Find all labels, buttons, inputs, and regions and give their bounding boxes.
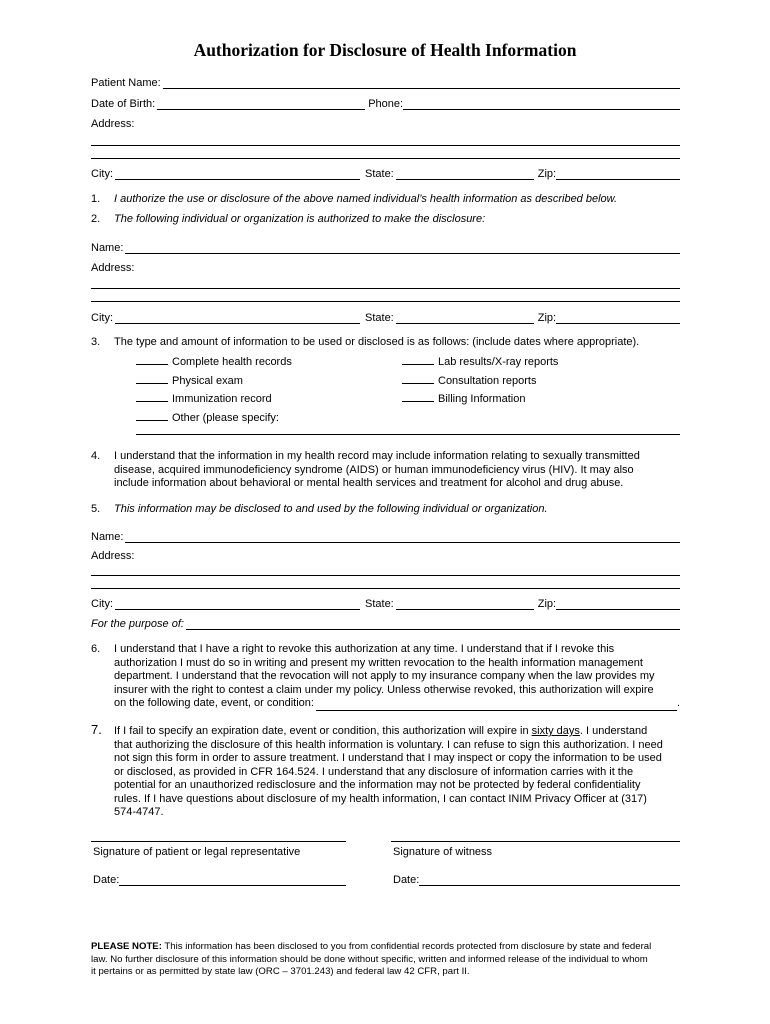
witness-signature-label: Signature of witness: [393, 846, 493, 858]
witness-date-label: Date:: [393, 874, 420, 886]
option-billing-information[interactable]: [402, 391, 525, 405]
patient-state-label: State:: [365, 168, 394, 180]
discloser-state-label: State:: [365, 312, 394, 324]
option-immunization-record[interactable]: [136, 391, 272, 405]
discloser-name-field[interactable]: [125, 241, 680, 254]
patient-address-line-1[interactable]: [91, 145, 680, 146]
recipient-name-row: [91, 529, 680, 543]
patient-name-label: Patient Name:: [91, 77, 161, 89]
item6-line: insurer with the right to contest a claim under my policy. Unless otherwise revoked, this authorization will expire: [114, 683, 654, 696]
note-text-1: This information has been disclosed to you from confidential records protected from disclosure by state and federal: [161, 941, 652, 952]
patient-address-line-2[interactable]: [91, 158, 680, 159]
discloser-city-row: [91, 310, 680, 324]
item1-text: I authorize the use or disclosure of the above named individual’s health information as described below.: [114, 193, 618, 205]
checkbox-blank[interactable]: [136, 391, 168, 402]
item4-number: 4.: [91, 450, 101, 462]
patient-signature-line[interactable]: [91, 841, 346, 842]
recipient-city-label: City:: [91, 598, 113, 610]
discloser-address-label: Address:: [91, 262, 135, 274]
discloser-city-label: City:: [91, 312, 113, 324]
note-bold: PLEASE NOTE:: [91, 941, 162, 952]
item6-text: [114, 643, 686, 711]
item4-text: [114, 450, 686, 491]
item5-number: 5.: [91, 503, 101, 515]
sixty-days-text: sixty days: [531, 725, 580, 737]
dob-field[interactable]: [157, 97, 365, 110]
expiry-end-mark: .: [676, 697, 680, 709]
witness-date-field[interactable]: [419, 873, 680, 886]
recipient-state-label: State:: [365, 598, 394, 610]
patient-city-label: City:: [91, 168, 113, 180]
expiry-field[interactable]: [316, 699, 677, 711]
option-label: Lab results/X-ray reports: [438, 356, 559, 368]
option-physical-exam[interactable]: [136, 373, 243, 387]
checkbox-blank[interactable]: [136, 410, 168, 421]
patient-zip-label: Zip:: [537, 168, 557, 180]
option-label: Consultation reports: [438, 375, 537, 387]
discloser-state-field[interactable]: [396, 311, 534, 324]
patient-date-row: [93, 872, 346, 886]
option-label: Billing Information: [438, 393, 526, 405]
checkbox-blank[interactable]: [402, 391, 434, 402]
patient-state-field[interactable]: [396, 167, 534, 180]
item4-line: disease, acquired immunodeficiency syndrome (AIDS) or human immunodeficiency virus (HIV). It may also: [114, 463, 634, 476]
item6-line: authorization I must do so in writing and present my written revocation to the health information management: [114, 656, 643, 669]
item6-number: 6.: [91, 643, 101, 655]
item7-line: or disclosed, as provided in CFR 164.524. I understand that any disclosure of information carries with it the: [114, 765, 634, 778]
item7-text: [114, 725, 686, 820]
checkbox-blank[interactable]: [402, 354, 434, 365]
item4-line: include information about behavioral or mental health services and treatment for alcohol and drug abuse.: [114, 477, 624, 489]
expiry-row: [114, 697, 680, 711]
patient-zip-field[interactable]: [556, 167, 680, 180]
patient-city-row: [91, 166, 680, 180]
checkbox-blank[interactable]: [136, 354, 168, 365]
discloser-address-line-2[interactable]: [91, 301, 680, 302]
phone-field[interactable]: [403, 97, 680, 110]
discloser-name-row: [91, 240, 680, 254]
witness-signature-line[interactable]: [391, 841, 680, 842]
item7-line-1: [114, 725, 686, 739]
recipient-name-field[interactable]: [125, 530, 680, 543]
discloser-zip-field[interactable]: [556, 311, 680, 324]
patient-date-label: Date:: [93, 874, 120, 886]
item7-line: rules. If I have questions about disclosure of my health information, I can contact INIM Privacy Officer at (317): [114, 792, 647, 805]
option-label: Physical exam: [172, 375, 243, 387]
item7-line: 574-4747.: [114, 806, 164, 818]
recipient-city-field[interactable]: [115, 597, 360, 610]
discloser-address-line-1[interactable]: [91, 288, 680, 289]
recipient-name-label: Name:: [91, 531, 124, 543]
item3-number: 3.: [91, 336, 101, 348]
patient-name-field[interactable]: [163, 76, 680, 89]
dob-phone-row: [91, 96, 680, 110]
discloser-city-field[interactable]: [115, 311, 360, 324]
option-complete-health-records[interactable]: [136, 354, 292, 368]
form-title: Authorization for Disclosure of Health Information: [193, 40, 577, 60]
patient-city-field[interactable]: [115, 167, 360, 180]
phone-label: Phone:: [368, 98, 404, 110]
recipient-address-label: Address:: [91, 550, 135, 562]
checkbox-blank[interactable]: [136, 373, 168, 384]
please-note: [91, 941, 691, 979]
checkbox-blank[interactable]: [402, 373, 434, 384]
item7-line1-post: . I understand: [579, 725, 648, 737]
option-consultation-reports[interactable]: [402, 373, 536, 387]
item6-line: on the following date, event, or condition:: [114, 697, 314, 709]
recipient-zip-label: Zip:: [537, 598, 557, 610]
option-label: Complete health records: [172, 356, 292, 368]
patient-date-field[interactable]: [119, 873, 346, 886]
note-line-2: law. No further disclosure of this information should be done without specific, written and informed release of the individual to whom: [91, 953, 648, 965]
item6-line: I understand that I have a right to revoke this authorization at any time. I understand that if I revoke this: [114, 643, 615, 655]
patient-name-row: [91, 75, 680, 89]
option-label: Other (please specify:: [172, 412, 279, 424]
item1-number: 1.: [91, 193, 101, 205]
purpose-field[interactable]: [186, 617, 680, 630]
option-lab-results[interactable]: [402, 354, 558, 368]
item7-line: potential for an unauthorized redisclosure and the information may not be protected by federal confidentiality: [114, 779, 641, 791]
item7-number: 7.: [91, 722, 102, 737]
option-other[interactable]: [136, 410, 279, 424]
item3-text: The type and amount of information to be used or disclosed is as follows: (include dates where appropriate).: [114, 336, 640, 348]
item5-text: This information may be disclosed to and used by the following individual or organization.: [114, 503, 548, 515]
discloser-zip-label: Zip:: [537, 312, 557, 324]
item4-line: I understand that the information in my health record may include information relating to sexually transmitted: [114, 450, 640, 462]
recipient-address-line-2[interactable]: [91, 588, 680, 589]
recipient-address-line-1[interactable]: [91, 575, 680, 576]
note-line-1: [91, 941, 691, 954]
patient-address-label: Address:: [91, 118, 135, 130]
dob-label: Date of Birth:: [91, 98, 156, 110]
other-specify-line[interactable]: [136, 434, 680, 435]
item7-line: not sign this form in order to assure treatment. I understand that I may inspect or copy the information to be used: [114, 752, 662, 764]
item7-line: that authorizing the disclosure of this health information is voluntary. I can refuse to sign this authorization. I need: [114, 738, 663, 751]
witness-date-row: [393, 872, 680, 886]
purpose-row: [91, 616, 680, 630]
recipient-state-field[interactable]: [396, 597, 534, 610]
item2-text: The following individual or organization is authorized to make the disclosure:: [114, 213, 486, 225]
item2-number: 2.: [91, 213, 101, 225]
item7-line1-pre: If I fail to specify an expiration date, event or condition, this authorization will expire in: [114, 725, 532, 737]
recipient-city-row: [91, 596, 680, 610]
item6-line: department. I understand that the revocation will not apply to my insurance company when the law provides my: [114, 670, 655, 682]
patient-signature-label: Signature of patient or legal representative: [93, 846, 301, 858]
purpose-label: For the purpose of:: [91, 618, 184, 630]
option-label: Immunization record: [172, 393, 272, 405]
recipient-zip-field[interactable]: [556, 597, 680, 610]
note-line-3: it pertains or as permitted by state law (ORC – 3701.243) and federal law 42 CFR, part II.: [91, 966, 470, 977]
discloser-name-label: Name:: [91, 242, 124, 254]
